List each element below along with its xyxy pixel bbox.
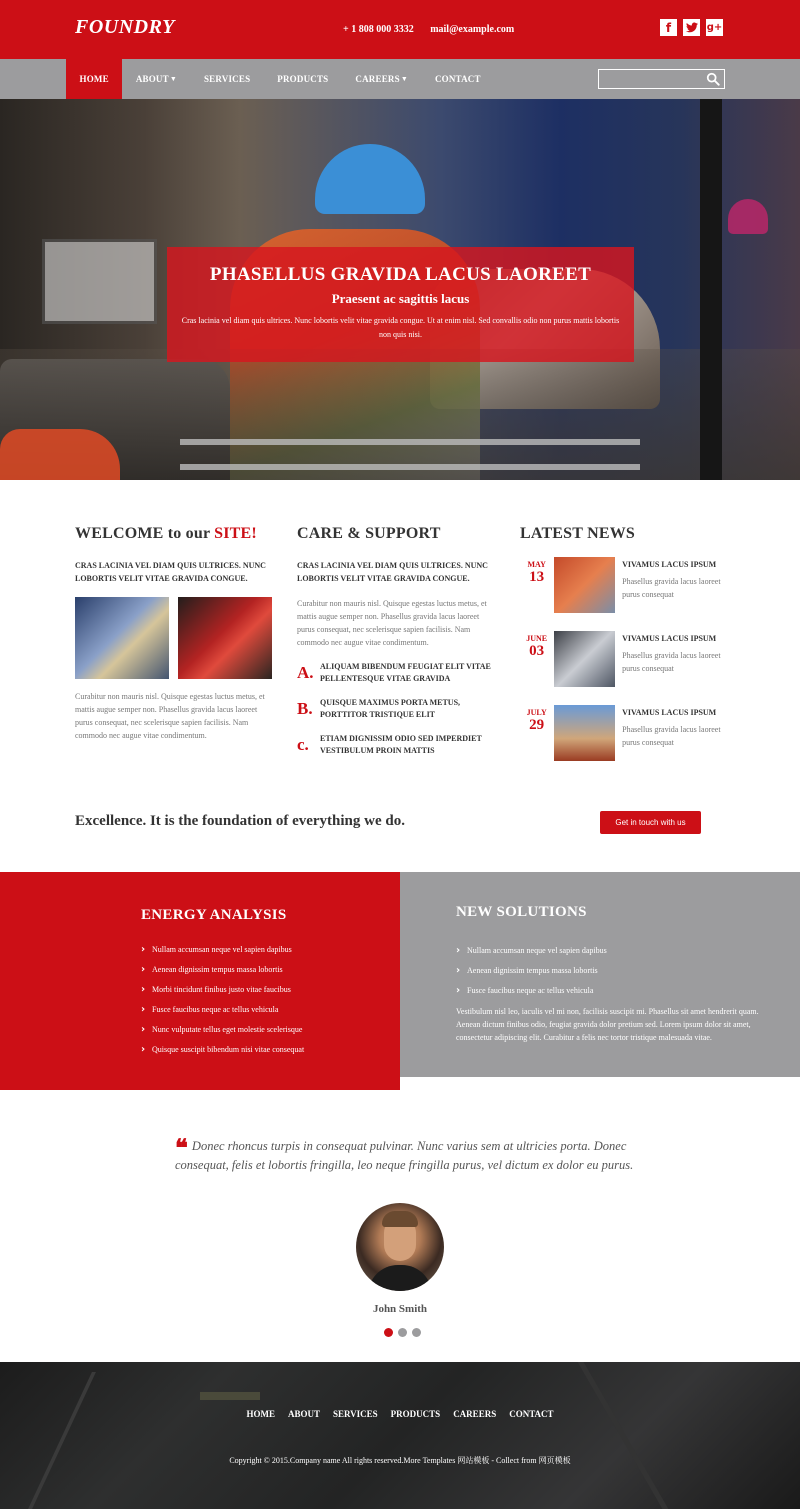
news-item-text: Phasellus gravida lacus laoreet purus consequat [622, 725, 721, 747]
news-body [622, 557, 730, 631]
news-title: LATEST NEWS [520, 525, 635, 542]
welcome-image-workers [75, 597, 169, 679]
twitter-icon[interactable] [683, 19, 700, 36]
carousel-dot[interactable] [412, 1328, 421, 1337]
carousel-dot[interactable] [384, 1328, 393, 1337]
hero-bg-sign [42, 239, 157, 324]
solutions-title: NEW SOLUTIONS [456, 904, 587, 920]
search-input[interactable] [599, 71, 699, 89]
chevron-right-icon: › [456, 984, 461, 996]
footer-link-services[interactable]: SERVICES [332, 1409, 378, 1419]
nav-item-careers[interactable]: CAREERS ▼ [355, 74, 408, 84]
chevron-right-icon: › [141, 1023, 146, 1035]
news-date: JUNE 03 [526, 634, 548, 659]
hero-bg-rail [180, 464, 640, 470]
news-item-title[interactable]: VIVAMUS LACUS IPSUM [622, 560, 717, 569]
chevron-right-icon: › [141, 983, 146, 995]
main-nav [66, 59, 494, 99]
care-list-item: B. QUISQUE MAXIMUS PORTA METUS, PORTTITOR TRISTIQUE ELIT [297, 698, 461, 719]
energy-list [141, 939, 304, 1059]
hero-text: Cras lacinia vel diam quis ultrices. Nunc lobortis velit vitae gravida congue. Ut at enim nisl. Sed convallis odio non purus mattis lobortis non quis nisi. [181, 316, 620, 339]
search-box [598, 69, 725, 89]
footer-nav [0, 1409, 800, 1419]
energy-title: ENERGY ANALYSIS [141, 907, 287, 923]
news-thumbnail[interactable] [554, 631, 615, 687]
list-item: › Nullam accumsan neque vel sapien dapibus [141, 943, 292, 955]
main-navbar [0, 59, 800, 99]
care-list-item: c. ETIAM DIGNISSIM ODIO SED IMPERDIET VESTIBULUM PROIN MATTIS [297, 734, 482, 755]
hero-bg-rail [180, 439, 640, 445]
top-bar [0, 0, 800, 59]
quote-icon: ❝ [175, 1136, 188, 1162]
news-thumbnail[interactable] [554, 557, 615, 613]
site-logo[interactable]: FOUNDRY [75, 16, 175, 38]
hero-bg-person [728, 199, 768, 234]
news-body [622, 705, 730, 779]
care-list [297, 661, 497, 757]
news-item-text: Phasellus gravida lacus laoreet purus consequat [622, 651, 721, 673]
list-item: › Fusce faucibus neque ac tellus vehicula [141, 1003, 279, 1015]
welcome-title: WELCOME to our SITE! [75, 525, 257, 542]
google-plus-icon[interactable]: g+ [706, 19, 723, 36]
news-item[interactable] [520, 631, 730, 705]
footer-link-products[interactable]: PRODUCTS [390, 1409, 441, 1419]
hero-caption [167, 247, 634, 362]
hero-bg-helmet [315, 144, 425, 214]
hero-bg-orange [0, 429, 120, 480]
search-icon[interactable] [706, 72, 720, 86]
news-item[interactable] [520, 705, 730, 779]
caret-down-icon: ▼ [169, 75, 177, 83]
news-date: JULY 29 [526, 708, 547, 733]
avatar [356, 1203, 444, 1291]
care-list-item: A. ALIQUAM BIBENDUM FEUGIAT ELIT VITAE PELLENTESQUE VITAE GRAVIDA [297, 662, 491, 683]
chevron-right-icon: › [141, 963, 146, 975]
welcome-column [75, 525, 275, 742]
social-links [660, 19, 723, 36]
contact-info [343, 24, 528, 35]
list-item: › Morbi tincidunt finibus justo vitae faucibus [141, 983, 291, 995]
energy-analysis-block [0, 872, 400, 1090]
chevron-right-icon: › [141, 1043, 146, 1055]
list-item: › Fusce faucibus neque ac tellus vehicula [456, 984, 594, 996]
welcome-lead: CRAS LACINIA VEL DIAM QUIS ULTRICES. NUNC LOBORTIS VELIT VITAE GRAVIDA CONGUE. [75, 561, 266, 583]
chevron-right-icon: › [141, 1003, 146, 1015]
chevron-right-icon: › [141, 943, 146, 955]
news-thumbnail[interactable] [554, 705, 615, 761]
list-item: › Nullam accumsan neque vel sapien dapibus [456, 944, 607, 956]
caret-down-icon: ▼ [400, 75, 408, 83]
copyright-text: Copyright © 2015.Company name All rights reserved.More Templates 网站模板 - Collect from 网页模板 [229, 1456, 571, 1465]
news-column [520, 525, 730, 779]
welcome-text: Curabitur non mauris nisl. Quisque egestas luctus metus, et mattis augue semper non. Phasellus gravida lacus laoreet purus consequat, nec scelerisque sapien facilisis. Nam commodo nec augue vitae condimentum. [75, 692, 265, 740]
testimonial-name: John Smith [372, 1303, 428, 1315]
welcome-image-worker [178, 597, 272, 679]
nav-item-products[interactable]: PRODUCTS [277, 74, 329, 84]
care-column [297, 525, 497, 769]
footer-link-careers[interactable]: CAREERS [453, 1409, 497, 1419]
solutions-list [456, 940, 607, 1000]
list-item: › Nunc vulputate tellus eget molestie scelerisque [141, 1023, 303, 1035]
news-item-text: Phasellus gravida lacus laoreet purus consequat [622, 577, 721, 599]
nav-item-home[interactable]: HOME [66, 59, 122, 99]
hero-bg-pole [700, 99, 722, 480]
care-lead: CRAS LACINIA VEL DIAM QUIS ULTRICES. NUNC LOBORTIS VELIT VITAE GRAVIDA CONGUE. [297, 561, 488, 583]
carousel-dots [384, 1328, 421, 1337]
news-item[interactable] [520, 557, 730, 631]
hero-subtitle: Praesent ac sagittis lacus [331, 291, 470, 306]
footer [0, 1362, 800, 1509]
footer-link-about[interactable]: ABOUT [287, 1409, 320, 1419]
excellence-tagline: Excellence. It is the foundation of everything we do. [75, 813, 405, 829]
hero-banner [0, 99, 800, 480]
email-link[interactable]: mail@example.com [430, 24, 515, 35]
list-item: › Quisque suscipit bibendum nisi vitae consequat [141, 1043, 305, 1055]
list-item: › Aenean dignissim tempus massa lobortis [141, 963, 283, 975]
news-item-title[interactable]: VIVAMUS LACUS IPSUM [622, 708, 717, 717]
care-text: Curabitur non mauris nisl. Quisque egestas luctus metus, et mattis augue semper non. Phasellus gravida lacus laoreet purus consequat, nec scelerisque sapien facilisis. Nam commodo nec augue vitae condimentum. [297, 599, 487, 647]
footer-link-contact[interactable]: CONTACT [509, 1409, 554, 1419]
chevron-right-icon: › [456, 944, 461, 956]
news-date: MAY 13 [527, 560, 546, 585]
list-item: › Aenean dignissim tempus massa lobortis [456, 964, 598, 976]
carousel-dot[interactable] [398, 1328, 407, 1337]
nav-item-contact[interactable]: CONTACT [434, 74, 481, 84]
solutions-text: Vestibulum nisl leo, iaculis vel mi non, facilisis suscipit mi. Phasellus sit amet hendrerit quam. Aenean dictum finibus odio, feugiat gravida dolor pretium sed. Lorem ipsum dolor sit amet, consectetur adipiscing elit. Curabitur a felis nec tortor tristique malesuada vitae. [456, 1007, 759, 1042]
nav-item-services[interactable]: SERVICES [203, 74, 251, 84]
testimonial-quote: ❝ Donec rhoncus turpis in consequat pulvinar. Nunc varius sem at ultricies porta. Donec consequat, felis et lobortis fringilla, leo neque fringilla purus, vel dictum ex dolor eu purus. [175, 1136, 634, 1172]
get-in-touch-button[interactable]: Get in touch with us [600, 811, 701, 834]
nav-item-about[interactable]: ABOUT ▼ [135, 74, 177, 84]
new-solutions-block [400, 872, 800, 1077]
news-item-title[interactable]: VIVAMUS LACUS IPSUM [622, 634, 717, 643]
facebook-icon[interactable]: f [660, 19, 677, 36]
care-title: CARE & SUPPORT [297, 525, 441, 542]
news-body [622, 631, 730, 705]
chevron-right-icon: › [456, 964, 461, 976]
hero-title: PHASELLUS GRAVIDA LACUS LAOREET [209, 264, 592, 285]
phone-number: + 1 808 000 3332 [343, 24, 414, 35]
welcome-images [75, 597, 275, 679]
footer-link-home[interactable]: HOME [246, 1409, 275, 1419]
